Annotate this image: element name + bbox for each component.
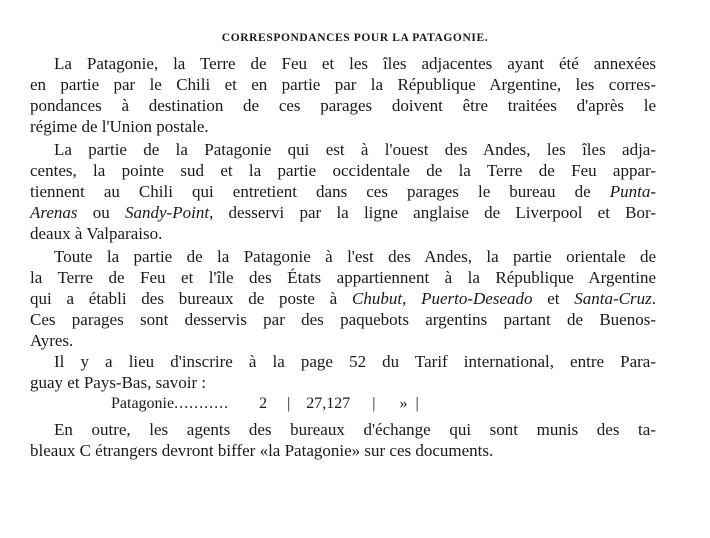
paragraph-5-line-1: En outre, les agents des bureaux d'échange qui sont munis des ta- <box>54 420 656 439</box>
paragraph-1-line-3: pondances à destination de ces parages doivent être traitées d'après le <box>30 96 656 115</box>
paragraph-3-line-3-sep2: et <box>532 289 575 308</box>
paragraph-3-line-3-end: . <box>651 289 657 308</box>
page-title: CORRESPONDANCES POUR LA PATAGONIE. <box>221 32 489 44</box>
paragraph-2-line-3-text: tiennent au Chili qui entretient dans ces parages le bureau de <box>30 182 610 201</box>
tarif-row <box>111 394 419 414</box>
tarif-col-1: 2 <box>259 395 268 412</box>
paragraph-3-line-3 <box>30 289 656 308</box>
tarif-separator-1: | <box>287 395 291 412</box>
paragraph-2-line-2: centes, la pointe sud et la partie occidentale de la Terre de Feu appar- <box>30 161 656 180</box>
tarif-col-2: 27,127 <box>306 395 351 412</box>
place-name-arenas: Arenas <box>30 203 78 222</box>
paragraph-1-line-2: en partie par le Chili et en partie par la République Argentine, les corres- <box>30 75 656 94</box>
paragraph-3-line-3-text: qui a établi des bureaux de poste à <box>30 289 352 308</box>
paragraph-2-line-3 <box>30 182 656 201</box>
place-name-sandy-point: Sandy-Point <box>125 203 210 222</box>
paragraph-2-line-4-text: , desservi par la ligne anglaise de Liverpool et Bor- <box>209 203 657 222</box>
tarif-leader-dots: ........... <box>174 395 230 412</box>
paragraph-2-line-4-conj: ou <box>77 203 126 222</box>
place-name-chubut: Chubut <box>352 289 403 308</box>
tarif-separator-2: | <box>372 395 376 412</box>
paragraph-3-line-4: Ces parages sont desservis par des paquebots argentins partant de Buenos- <box>30 310 656 329</box>
paragraph-4-line-2: guay et Pays-Bas, savoir : <box>30 373 207 392</box>
paragraph-2-line-1: La partie de la Patagonie qui est à l'ouest des Andes, les îles adja- <box>54 140 656 159</box>
paragraph-3-line-2: la Terre de Feu et l'île des États appartiennent à la République Argentine <box>30 268 656 287</box>
tarif-col-3: » <box>399 395 408 412</box>
paragraph-5-line-2: bleaux C étrangers devront biffer «la Patagonie» sur ces documents. <box>30 441 494 460</box>
tarif-separator-3: | <box>415 395 419 412</box>
place-name-punta: Punta- <box>609 182 656 201</box>
paragraph-2-line-5: deaux à Valparaiso. <box>30 224 163 243</box>
paragraph-3-line-1: Toute la partie de la Patagonie à l'est des Andes, la partie orientale de <box>54 247 656 266</box>
paragraph-3-line-3-sep1: , <box>402 289 422 308</box>
paragraph-3-line-5: Ayres. <box>30 331 74 350</box>
paragraph-1-line-4: régime de l'Union postale. <box>30 117 209 136</box>
paragraph-1-line-1: La Patagonie, la Terre de Feu et les îles adjacentes ayant été annexées <box>54 54 656 73</box>
paragraph-4-line-1: Il y a lieu d'inscrire à la page 52 du Tarif international, entre Para- <box>54 352 656 371</box>
place-name-santa-cruz: Santa-Cruz <box>574 289 652 308</box>
place-name-puerto-deseado: Puerto-Deseado <box>421 289 533 308</box>
paragraph-2-line-4 <box>30 203 656 222</box>
tarif-country-name: Patagonie <box>111 395 175 412</box>
